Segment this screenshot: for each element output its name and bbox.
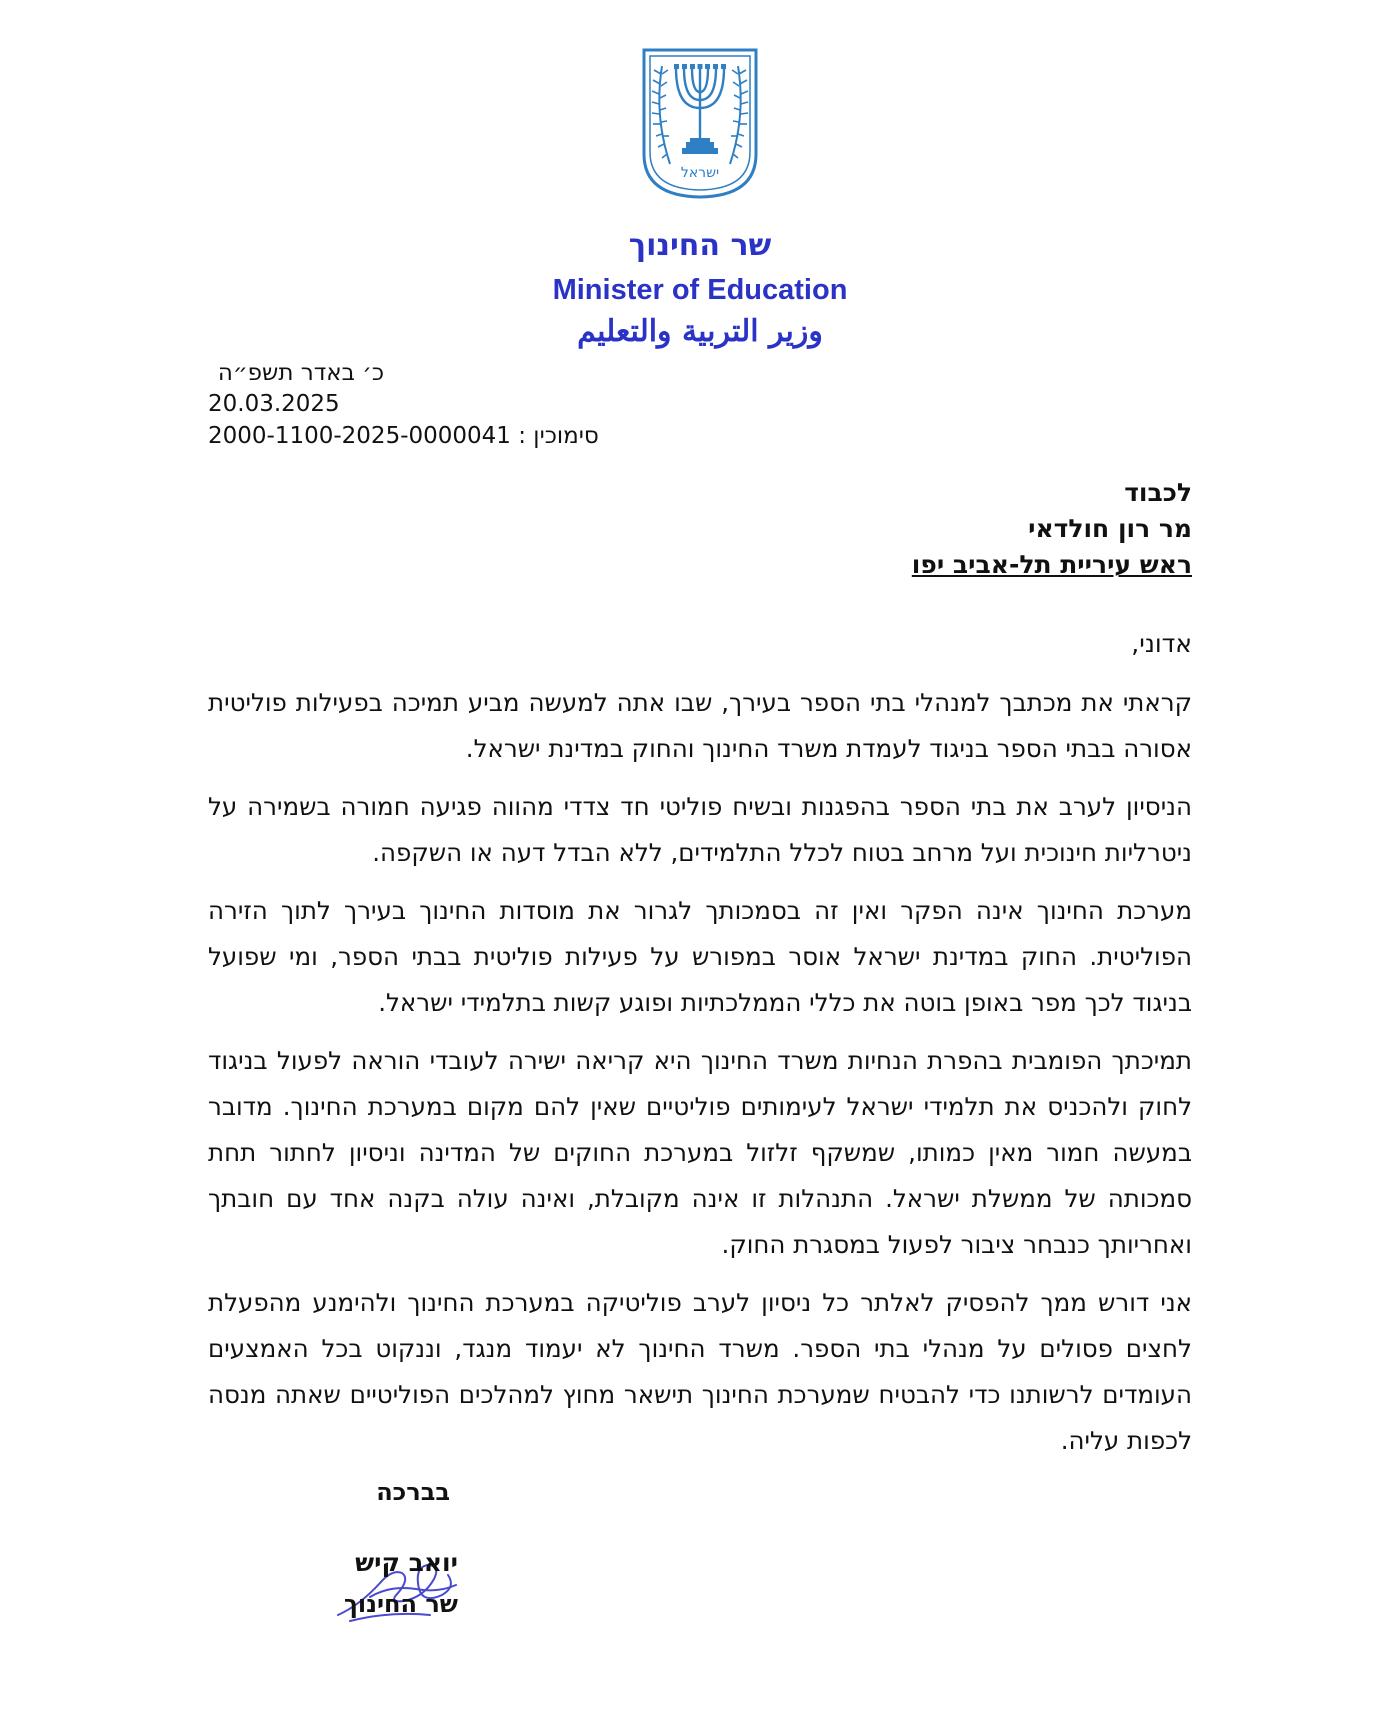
signer-name: יואב קיש bbox=[355, 1548, 458, 1577]
body-paragraph: מערכת החינוך אינה הפקר ואין זה בסמכותך לגרור את מוסדות החינוך בעירך לתוך הזירה הפוליטית. החוק במדינת ישראל אוסר במפורש על פעילות פוליטית בבתי הספר, ומי שפועל בניגוד לכך מפר באופן בוטה את כללי הממלכתיות ופוגע קשות בתלמידי ישראל. bbox=[208, 896, 1192, 1017]
ministry-title-arabic: وزير التربية والتعليم bbox=[577, 314, 823, 349]
signer-title: שר החינוך bbox=[343, 1590, 458, 1618]
reference-line bbox=[208, 421, 668, 452]
reference-label: סימוכין : bbox=[518, 423, 599, 449]
body-paragraph: אני דורש ממך להפסיק לאלתר כל ניסיון לערב פוליטיקה במערכת החינוך ולהימנע מהפעלת לחצים פסולים על מנהלי בתי הספר. משרד החינוך לא יעמוד מנגד, וננקוט בכל האמצעים העומדים לרשותנו כדי להבטיח שמערכת החינוך תישאר מחוץ למהלכים הפוליטיים שאתה מנסה לכפות עליה. bbox=[208, 1288, 1192, 1455]
emblem-text: ישראל bbox=[680, 165, 720, 181]
ministry-title-hebrew: שר החינוך bbox=[628, 228, 772, 263]
hebrew-date: כ׳ באדר תשפ״ה bbox=[217, 360, 384, 386]
closing-greeting: בברכה bbox=[376, 1478, 450, 1506]
body-paragraph: תמיכתך הפומבית בהפרת הנחיות משרד החינוך היא קריאה ישירה לעובדי הוראה לפעול בניגוד לחוק ולהכניס את תלמידי ישראל לעימותים פוליטיים שאין להם מקום במערכת החינוך. מדובר במעשה חמור מאין כמותו, שמשקף זלזול במערכת החוקים של המדינה וניסיון לחתור תחת סמכותה של ממשלת ישראל. התנהלות זו אינה מקובלת, ואינה עולה בקנה אחד עם חובתך ואחריותך כנבחר ציבור לפעול במסגרת החוק. bbox=[208, 1046, 1192, 1259]
body-paragraph: הניסיון לערב את בתי הספר בהפגנות ובשיח פוליטי חד צדדי מהווה פגיעה חמורה בשמירה על ניטרליות חינוכית ועל מרחב בטוח לכלל התלמידים, ללא הבדל דעה או השקפה. bbox=[208, 792, 1192, 867]
state-emblem-icon bbox=[640, 46, 760, 201]
letter-body bbox=[208, 680, 1192, 1476]
addressee-name: מר רון חולדאי bbox=[1028, 514, 1192, 543]
reference-number: 2000-1100-2025-0000041 bbox=[208, 423, 511, 449]
salutation: אדוני, bbox=[1131, 629, 1192, 658]
ministry-title-english: Minister of Education bbox=[552, 274, 848, 306]
gregorian-date: 20.03.2025 bbox=[208, 391, 340, 417]
addressee-honorific: לכבוד bbox=[1124, 478, 1192, 507]
addressee-title: ראש עיריית תל-אביב יפו bbox=[911, 550, 1192, 579]
body-paragraph: קראתי את מכתבך למנהלי בתי הספר בעירך, שבו אתה למעשה מביע תמיכה בפעילות פוליטית אסורה בבתי הספר בניגוד לעמדת משרד החינוך והחוק במדינת ישראל. bbox=[208, 688, 1192, 763]
